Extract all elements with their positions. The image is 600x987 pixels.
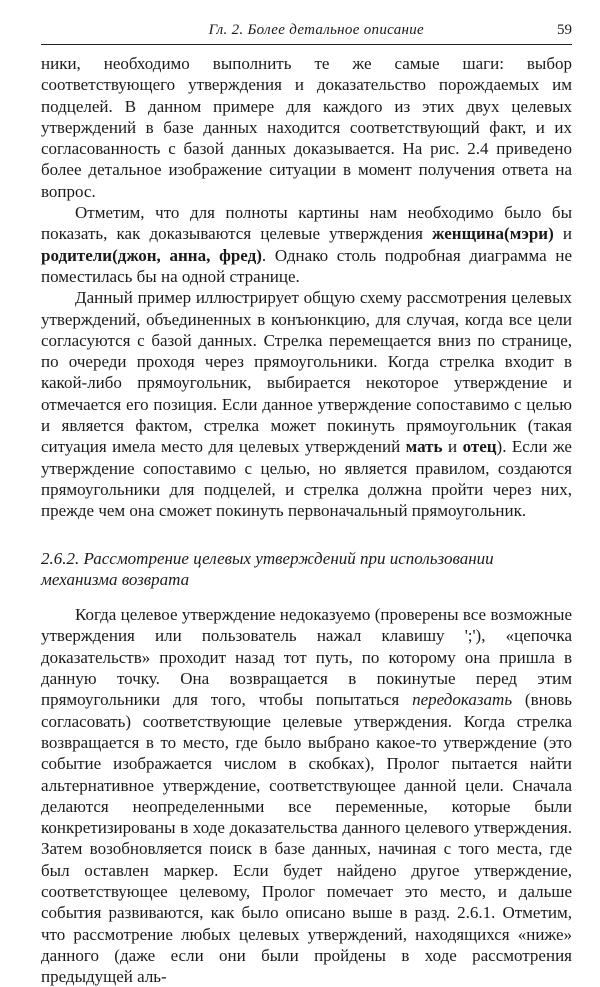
book-page: [41, 22, 572, 987]
main-text: [41, 53, 572, 987]
goal-term-woman: женщина(мэри): [432, 224, 554, 244]
running-header: [41, 22, 572, 45]
paragraph-3-text-c: ). Если же утверждение сопоставимо с целью, но является правилом, создаются прямоугольники для подцелей, и стрелка должна пройти через них, прежде чем она сможет покинуть первоначальный прямоугольник.: [41, 437, 572, 521]
goal-term-father: отец: [462, 437, 497, 457]
running-title: Гл. 2. Более детальное описание: [208, 22, 424, 38]
goal-term-mother: мать: [405, 437, 443, 457]
page-number: 59: [557, 22, 572, 38]
paragraph-4-text-a: Когда целевое утверждение недоказуемо (проверены все возможные утверждения или пользователь нажал клавишу ';'), «цепочка доказательств» проходит назад тот путь, по которому она пришла в данную точку. Она возвращается в покинутые перед этим прямоугольники для того, чтобы попытаться: [41, 605, 572, 710]
paragraph-backtracking: [41, 604, 572, 987]
paragraph-2-text-c: . Однако столь подробная диаграмма не поместилась бы на одной странице.: [41, 245, 572, 286]
paragraph-4-text-b: (вновь согласовать) соответствующие целевые утверждения. Когда стрелка возвращается в то место, где было выбрано какое-то утверждение (это событие изображается числом в скобках), Пролог пытается найти альтернативное утверждение, соответствующее данной цели. Сначала делаются неопределенными все переменные, которые были конкретизированы в ходе доказательства данного целевого утверждения. Затем возобновляется поиск в базе данных, начиная с того места, где был оставлен маркер. Если будет найдено другое утверждение, соответствующее целевому, Пролог помечает это место, и дальше события развиваются, как было описано выше в разд. 2.6.1. Отметим, что рассмотрение любых целевых утверждений, находящихся «ниже» данного (даже если они были пройдены в ходе рассмотрения предыдущей аль-: [41, 690, 572, 987]
paragraph-completeness-note: [41, 202, 572, 287]
conjunction: и: [553, 224, 572, 244]
paragraph-general-scheme: [41, 287, 572, 521]
section-heading: 2.6.2. Рассмотрение целевых утверждений при использовании механизма возврата: [41, 548, 494, 589]
paragraph-2-text-a: Отметим, что для полноты картины нам необходимо было бы показать, как доказываются целевые утверждения: [41, 203, 572, 244]
paragraph-continuation: [41, 53, 572, 202]
goal-term-parents: родители(джон, анна, фред): [41, 245, 262, 265]
emphasized-term: передоказать: [412, 690, 513, 710]
conjunction: и: [442, 437, 463, 457]
paragraph-1-text: ники, необходимо выполнить те же самые шаги: выбор соответствующего утверждения и доказательство порождаемых им подцелей. В данном примере для каждого из этих двух целевых утверждений в базе данных находится соответствующий факт, и их согласованность с базой данных доказывается. На рис. 2.4 приведено более детальное изображение ситуации в момент получения ответа на вопрос.: [41, 54, 572, 201]
paragraph-3-text-a: Данный пример иллюстрирует общую схему рассмотрения целевых утверждений, объединенных в конъюнкцию, для случая, когда все цели согласуются с базой данных. Стрелка перемещается вниз по странице, по очереди проходя через прямоугольники. Когда стрелка входит в какой-либо прямоугольник, выбирается некоторое утверждение и отмечается его позиция. Если данное утверждение сопоставимо с целью и является фактом, стрелка может покинуть прямоугольник (такая ситуация имела место для целевых утверждений: [41, 288, 572, 457]
